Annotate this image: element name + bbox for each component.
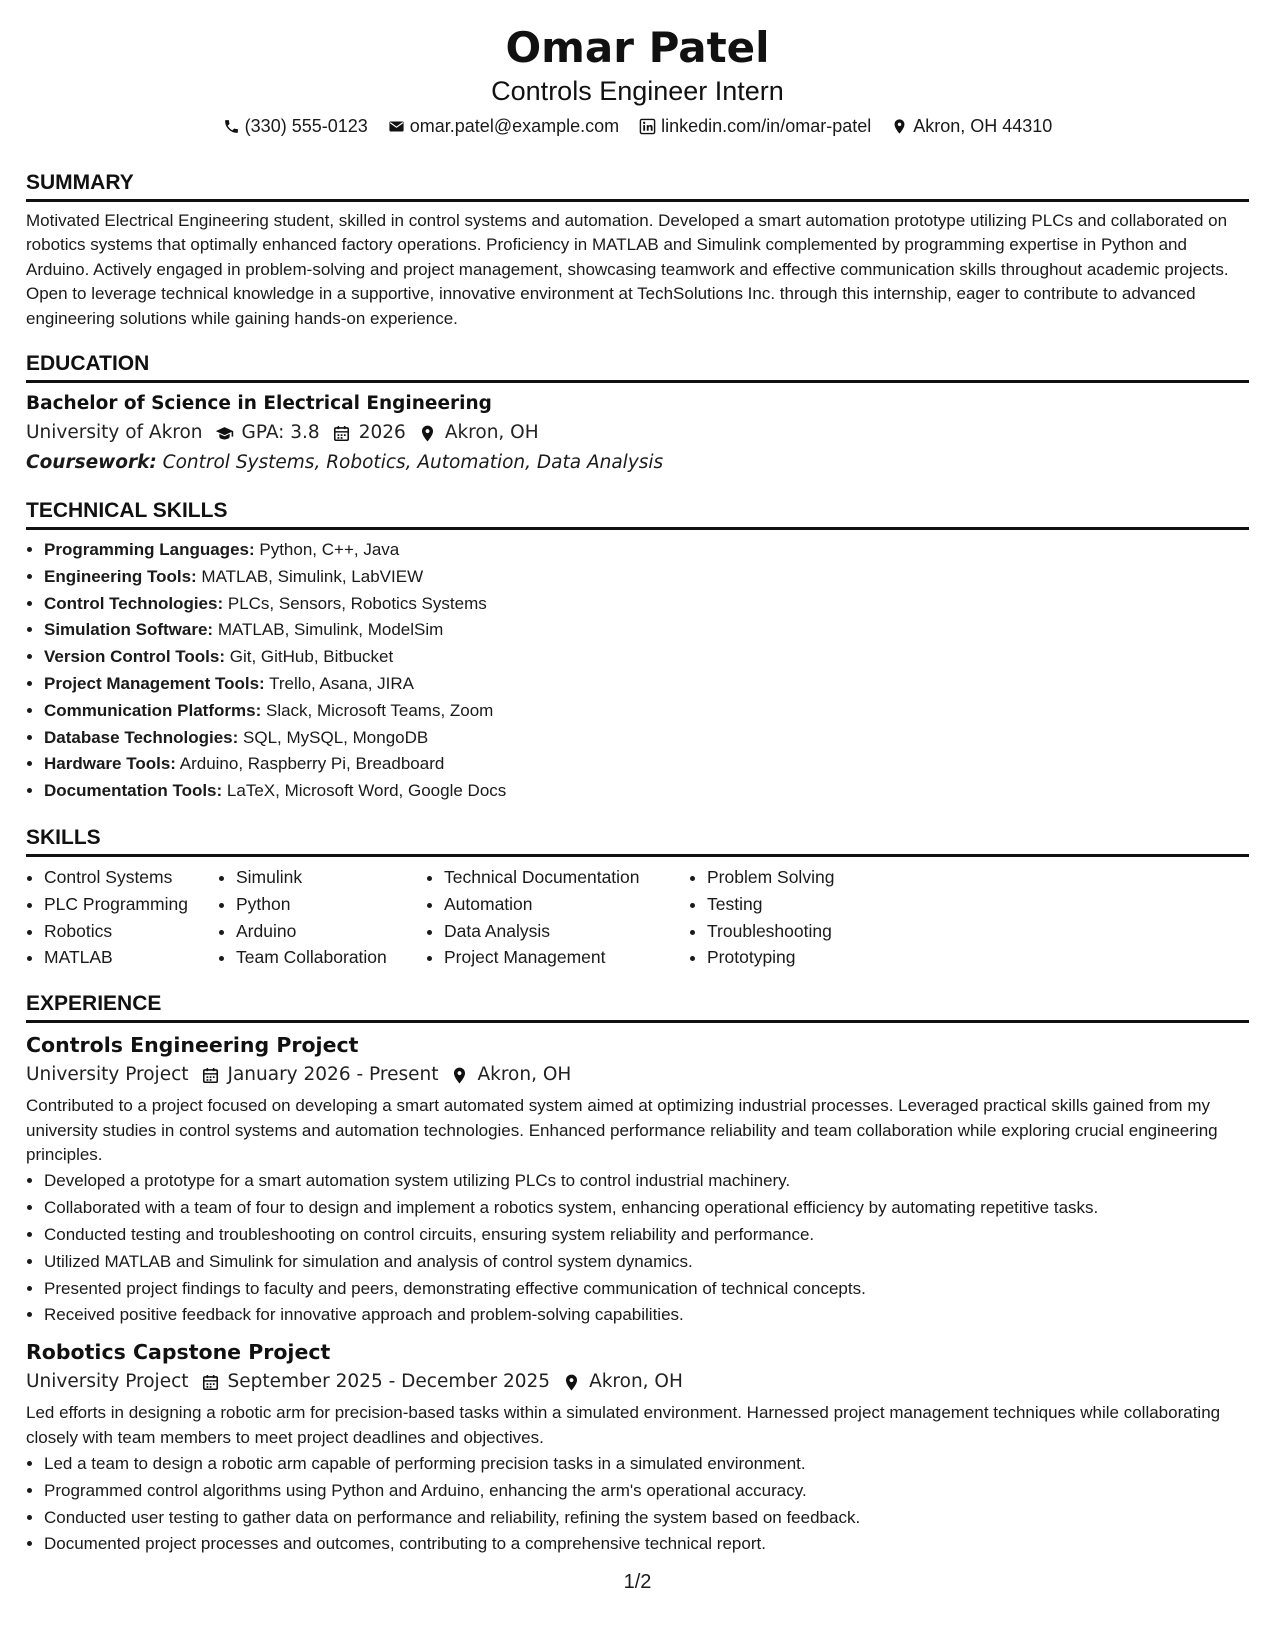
skill-category-label: Engineering Tools: <box>44 566 197 586</box>
job-bullets <box>26 1168 1249 1329</box>
skill-category-value: PLCs, Sensors, Robotics Systems <box>227 593 487 613</box>
coursework-line <box>26 448 1249 478</box>
list-item: • Conducted testing and troubleshooting on control circuits, ensuring system reliability and performance. <box>44 1222 1249 1249</box>
skill-category-value: LaTeX, Microsoft Word, Google Docs <box>226 781 507 801</box>
map-marker-icon <box>891 118 908 135</box>
list-item: • Programmed control algorithms using Python and Arduino, enhancing the arm's operational accuracy. <box>44 1478 1249 1505</box>
technical-skills-heading: TECHNICAL SKILLS <box>26 498 1249 530</box>
education-heading: EDUCATION <box>26 351 1249 383</box>
calendar-icon <box>201 1066 220 1085</box>
list-item: • Problem Solving <box>707 864 907 891</box>
list-item: • Collaborated with a team of four to design and implement a robotics system, enhancing operational efficiency by automating repetitive tasks. <box>44 1195 1249 1222</box>
skills-section <box>26 825 1249 971</box>
coursework-label: Coursework: <box>26 452 157 474</box>
candidate-name: Omar Patel <box>505 23 770 72</box>
experience-entry <box>26 1030 1249 1329</box>
list-item: • Arduino <box>236 918 426 945</box>
list-item: • Prototyping <box>707 944 907 971</box>
skill-category-value: Git, GitHub, Bitbucket <box>229 647 394 667</box>
list-item: • Robotics <box>44 918 218 945</box>
contact-phone <box>223 114 368 138</box>
skills-heading: SKILLS <box>26 825 1249 857</box>
calendar-icon <box>332 424 351 443</box>
experience-entry <box>26 1337 1249 1558</box>
location-text: Akron, OH 44310 <box>913 116 1053 136</box>
list-item: • Received positive feedback for innovative approach and problem-solving capabilities. <box>44 1302 1249 1329</box>
phone-text: (330) 555-0123 <box>244 116 368 136</box>
job-location: Akron, OH <box>589 1371 683 1393</box>
list-item <box>44 671 1249 698</box>
list-item: • Technical Documentation <box>444 864 689 891</box>
list-item: • Utilized MATLAB and Simulink for simulation and analysis of control system dynamics. <box>44 1249 1249 1276</box>
map-marker-icon <box>418 424 437 443</box>
grad-year-item <box>332 418 406 448</box>
education-section <box>26 351 1249 478</box>
skill-category-label: Programming Languages: <box>44 540 255 560</box>
list-item: • Team Collaboration <box>236 944 426 971</box>
job-title: Robotics Capstone Project <box>26 1340 331 1365</box>
contact-linkedin[interactable] <box>639 114 871 138</box>
map-marker-icon <box>450 1066 469 1085</box>
calendar-icon <box>201 1373 220 1392</box>
phone-icon <box>223 118 240 135</box>
skill-category-label: Hardware Tools: <box>44 754 176 774</box>
job-meta <box>26 1060 1249 1090</box>
skill-category-value: SQL, MySQL, MongoDB <box>243 727 429 747</box>
list-item: • Troubleshooting <box>707 918 907 945</box>
skill-category-value: Python, C++, Java <box>259 540 400 560</box>
summary-heading: SUMMARY <box>26 170 1249 202</box>
graduation-cap-icon <box>215 424 234 443</box>
skill-category-label: Version Control Tools: <box>44 647 226 667</box>
list-item <box>44 537 1249 564</box>
list-item <box>44 751 1249 778</box>
list-item: • Control Systems <box>44 864 218 891</box>
contact-location <box>891 114 1052 138</box>
skill-category-label: Control Technologies: <box>44 593 224 613</box>
skill-category-label: Communication Platforms: <box>44 700 262 720</box>
list-item: • PLC Programming <box>44 891 218 918</box>
skill-category-value: MATLAB, Simulink, ModelSim <box>217 620 444 640</box>
list-item <box>44 725 1249 752</box>
email-text: omar.patel@example.com <box>409 116 620 136</box>
list-item: • Simulink <box>236 864 426 891</box>
linkedin-text: linkedin.com/in/omar-patel <box>661 116 872 136</box>
list-item: • Data Analysis <box>444 918 689 945</box>
list-item: • Python <box>236 891 426 918</box>
coursework-text: Control Systems, Robotics, Automation, Data Analysis <box>162 452 664 474</box>
list-item: • Project Management <box>444 944 689 971</box>
page-number: 1/2 <box>623 1571 652 1593</box>
list-item: • Developed a prototype for a smart automation system utilizing PLCs to control industrial machinery. <box>44 1168 1249 1195</box>
grad-year-text: 2026 <box>358 422 406 444</box>
skill-category-value: Slack, Microsoft Teams, Zoom <box>265 700 494 720</box>
technical-skills-section <box>26 498 1249 805</box>
technical-skills-list <box>26 537 1249 805</box>
skill-category-value: MATLAB, Simulink, LabVIEW <box>201 566 424 586</box>
job-dates: January 2026 - Present <box>227 1064 439 1086</box>
job-meta <box>26 1367 1249 1397</box>
experience-section <box>26 991 1249 1558</box>
skill-category-label: Simulation Software: <box>44 620 214 640</box>
job-org: University Project <box>26 1064 189 1086</box>
skills-column <box>426 864 689 971</box>
job-description: Contributed to a project focused on developing a smart automated system aimed at optimizing industrial processes. Leveraged practical skills gained from my university studies in control systems and automation technologies. Enhanced performance reliability and team collaboration while exploring crucial engineering principles. <box>26 1096 1218 1164</box>
job-location: Akron, OH <box>477 1064 572 1086</box>
list-item <box>44 564 1249 591</box>
contact-email[interactable] <box>388 114 619 138</box>
experience-heading: EXPERIENCE <box>26 991 1249 1023</box>
summary-section <box>26 170 1249 331</box>
job-description: Led efforts in designing a robotic arm for precision-based tasks within a simulated environment. Harnessed project management techniques while collaborating closely with team members to meet project deadlines and objectives. <box>26 1403 1221 1447</box>
education-meta <box>26 418 1249 448</box>
job-org: University Project <box>26 1371 189 1393</box>
school-name: University of Akron <box>26 422 203 444</box>
skill-category-label: Documentation Tools: <box>44 781 223 801</box>
list-item: • Presented project findings to faculty and peers, demonstrating effective communication of technical concepts. <box>44 1276 1249 1303</box>
job-location-item <box>562 1367 683 1397</box>
gpa-text: GPA: 3.8 <box>241 422 320 444</box>
job-title: Controls Engineering Project <box>26 1033 359 1058</box>
job-dates-item <box>201 1367 551 1397</box>
list-item: • Testing <box>707 891 907 918</box>
education-location-text: Akron, OH <box>444 422 539 444</box>
list-item: • Led a team to design a robotic arm capable of performing precision tasks in a simulated environment. <box>44 1451 1249 1478</box>
skills-column <box>218 864 426 971</box>
list-item <box>44 644 1249 671</box>
list-item <box>44 698 1249 725</box>
skill-category-label: Project Management Tools: <box>44 674 265 694</box>
job-bullets <box>26 1451 1249 1558</box>
skills-column <box>26 864 218 971</box>
skill-category-label: Database Technologies: <box>44 727 239 747</box>
list-item <box>44 591 1249 618</box>
list-item: • MATLAB <box>44 944 218 971</box>
contact-bar <box>26 114 1249 138</box>
skill-category-value: Arduino, Raspberry Pi, Breadboard <box>179 754 445 774</box>
summary-text: Motivated Electrical Engineering student, skilled in control systems and automation. Developed a smart automation prototype utilizing PLCs and collaborated on robotics systems that optimally enhanced factory operations. Proficiency in MATLAB and Simulink complemented by programming expertise in Python and Arduino. Actively engaged in problem-solving and project management, showcasing teamwork and effective communication skills throughout academic projects. Open to leverage technical knowledge in a supportive, innovative environment at TechSolutions Inc. through this internship, eager to contribute to advanced engineering solutions while gaining hands-on experience. <box>26 211 1229 328</box>
skill-category-value: Trello, Asana, JIRA <box>269 674 415 694</box>
list-item: • Documented project processes and outcomes, contributing to a comprehensive technical report. <box>44 1531 1249 1558</box>
linkedin-icon <box>639 118 656 135</box>
gpa-item <box>215 418 320 448</box>
education-location-item <box>418 418 539 448</box>
list-item: • Conducted user testing to gather data on performance and reliability, refining the system based on feedback. <box>44 1505 1249 1532</box>
job-location-item <box>450 1060 571 1090</box>
list-item <box>44 617 1249 644</box>
map-marker-icon <box>562 1373 581 1392</box>
job-dates: September 2025 - December 2025 <box>227 1371 551 1393</box>
skills-column <box>689 864 907 971</box>
degree-title: Bachelor of Science in Electrical Engineering <box>26 393 492 415</box>
candidate-role: Controls Engineer Intern <box>491 76 784 106</box>
skills-grid <box>26 864 1249 971</box>
envelope-icon <box>388 118 405 135</box>
list-item: • Automation <box>444 891 689 918</box>
job-dates-item <box>201 1060 439 1090</box>
list-item <box>44 778 1249 805</box>
